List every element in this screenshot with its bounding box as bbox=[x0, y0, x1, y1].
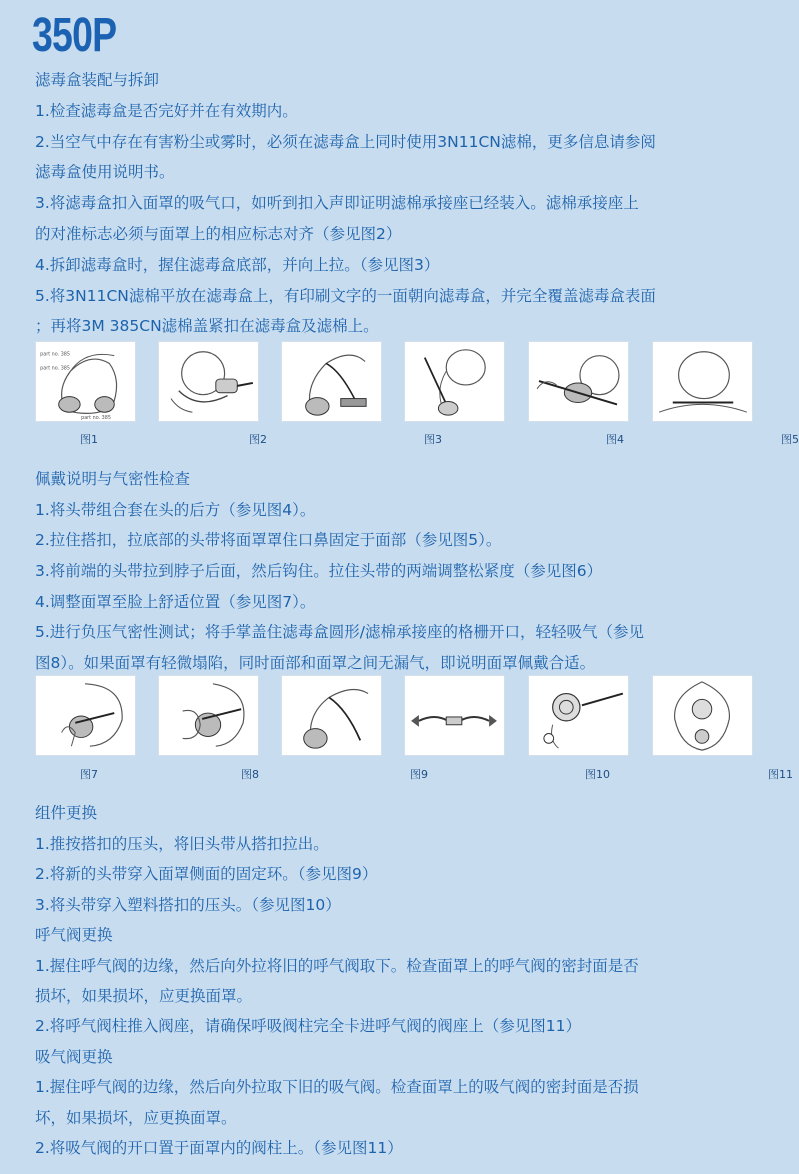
instruction-line: 1.检查滤毒盒是否完好并在有效期内。 bbox=[35, 102, 298, 120]
instruction-line: ；再将3M 385CN滤棉盖紧扣在滤毒盒及滤棉上。 bbox=[35, 317, 379, 335]
figure-1-label: part no. 385 bbox=[81, 415, 111, 422]
figure-caption: 图3 bbox=[424, 433, 442, 446]
figure-caption: 图1 bbox=[80, 433, 98, 446]
section-heading-filter-assembly: 滤毒盒装配与拆卸 bbox=[35, 71, 160, 89]
instruction-line: 2.将新的头带穿入面罩侧面的固定环。（参见图9） bbox=[35, 865, 378, 883]
figure-row-2 bbox=[0, 672, 793, 784]
figure-2-image bbox=[158, 341, 259, 422]
instruction-line: 4.调整面罩至脸上舒适位置（参见图7）。 bbox=[35, 593, 316, 611]
figure-caption: 图5 bbox=[781, 433, 799, 446]
figure-9-image bbox=[281, 675, 382, 756]
instruction-line: 5.将3N11CN滤棉平放在滤毒盒上，有印刷文字的一面朝向滤毒盒，并完全覆盖滤毒盒表面 bbox=[35, 287, 656, 305]
section-heading-wearing-fit-check: 佩戴说明与气密性检查 bbox=[35, 470, 191, 488]
instruction-line: 1.握住呼气阀的边缘，然后向外拉将旧的呼气阀取下。检查面罩上的呼气阀的密封面是否 bbox=[35, 957, 639, 975]
figure-11-image bbox=[528, 675, 629, 756]
figure-4-image bbox=[404, 341, 505, 422]
instruction-line: 3.将滤毒盒扣入面罩的吸气口，如听到扣入声即证明滤棉承接座已经装入。滤棉承接座上 bbox=[35, 194, 639, 212]
figure-1-image bbox=[35, 341, 136, 422]
figure-caption: 图11 bbox=[768, 768, 793, 781]
figure-caption: 图4 bbox=[606, 433, 624, 446]
instruction-line: 1.推按搭扣的压头，将旧头带从搭扣拉出。 bbox=[35, 835, 329, 853]
instruction-line: 5.进行负压气密性测试；将手掌盖住滤毒盒圆形/滤棉承接座的格栅开口，轻轻吸气（参见 bbox=[35, 623, 645, 641]
figure-5-image bbox=[528, 341, 629, 422]
figure-1-label: part no. 385 bbox=[40, 351, 70, 358]
figure-10-image bbox=[404, 675, 505, 756]
figure-3-image bbox=[281, 341, 382, 422]
figure-caption: 图10 bbox=[585, 768, 610, 781]
figure-caption: 图7 bbox=[80, 768, 98, 781]
instruction-line: 4.拆卸滤毒盒时，握住滤毒盒底部，并向上拉。（参见图3） bbox=[35, 256, 440, 274]
section-heading-component-replacement: 组件更换 bbox=[35, 804, 98, 822]
instruction-line: 2.将呼气阀柱推入阀座，请确保呼吸阀柱完全卡进呼气阀的阀座上（参见图11） bbox=[35, 1017, 582, 1035]
instruction-line: 3.将前端的头带拉到脖子后面，然后钩住。拉住头带的两端调整松紧度（参见图6） bbox=[35, 562, 603, 580]
page-title: 350P bbox=[32, 9, 117, 62]
figure-caption: 图9 bbox=[410, 768, 428, 781]
figure-8-image bbox=[158, 675, 259, 756]
figure-caption: 图8 bbox=[241, 768, 259, 781]
instruction-line: 1.将头带组合套在头的后方（参见图4）。 bbox=[35, 501, 316, 519]
instruction-line: 滤毒盒使用说明书。 bbox=[35, 163, 175, 181]
instruction-line: 2.将吸气阀的开口置于面罩内的阀柱上。（参见图11） bbox=[35, 1139, 403, 1157]
instruction-line: 1.握住呼气阀的边缘，然后向外拉取下旧的吸气阀。检查面罩上的吸气阀的密封面是否损 bbox=[35, 1078, 639, 1096]
instruction-line: 2.拉住搭扣，拉底部的头带将面罩罩住口鼻固定于面部（参见图5）。 bbox=[35, 531, 502, 549]
instruction-line: 图8）。如果面罩有轻微塌陷，同时面部和面罩之间无漏气，即说明面罩佩戴合适。 bbox=[35, 654, 596, 672]
instruction-line: 损坏，如果损坏，应更换面罩。 bbox=[35, 987, 253, 1005]
figure-7-image bbox=[35, 675, 136, 756]
section-heading-exhalation-valve: 呼气阀更换 bbox=[35, 926, 113, 944]
figure-12-image bbox=[652, 675, 753, 756]
instruction-line: 坏，如果损坏，应更换面罩。 bbox=[35, 1109, 237, 1127]
figure-row-1 bbox=[0, 338, 799, 448]
figure-6-image bbox=[652, 341, 753, 422]
figure-caption: 图2 bbox=[249, 433, 267, 446]
figure-1-label: part no. 385 bbox=[40, 365, 70, 372]
section-heading-inhalation-valve: 吸气阀更换 bbox=[35, 1048, 113, 1066]
instruction-line: 2.当空气中存在有害粉尘或雾时，必须在滤毒盒上同时使用3N11CN滤棉，更多信息请参阅 bbox=[35, 133, 656, 151]
instruction-line: 3.将头带穿入塑料搭扣的压头。（参见图10） bbox=[35, 896, 341, 914]
instruction-line: 的对准标志必须与面罩上的相应标志对齐（参见图2） bbox=[35, 225, 402, 243]
